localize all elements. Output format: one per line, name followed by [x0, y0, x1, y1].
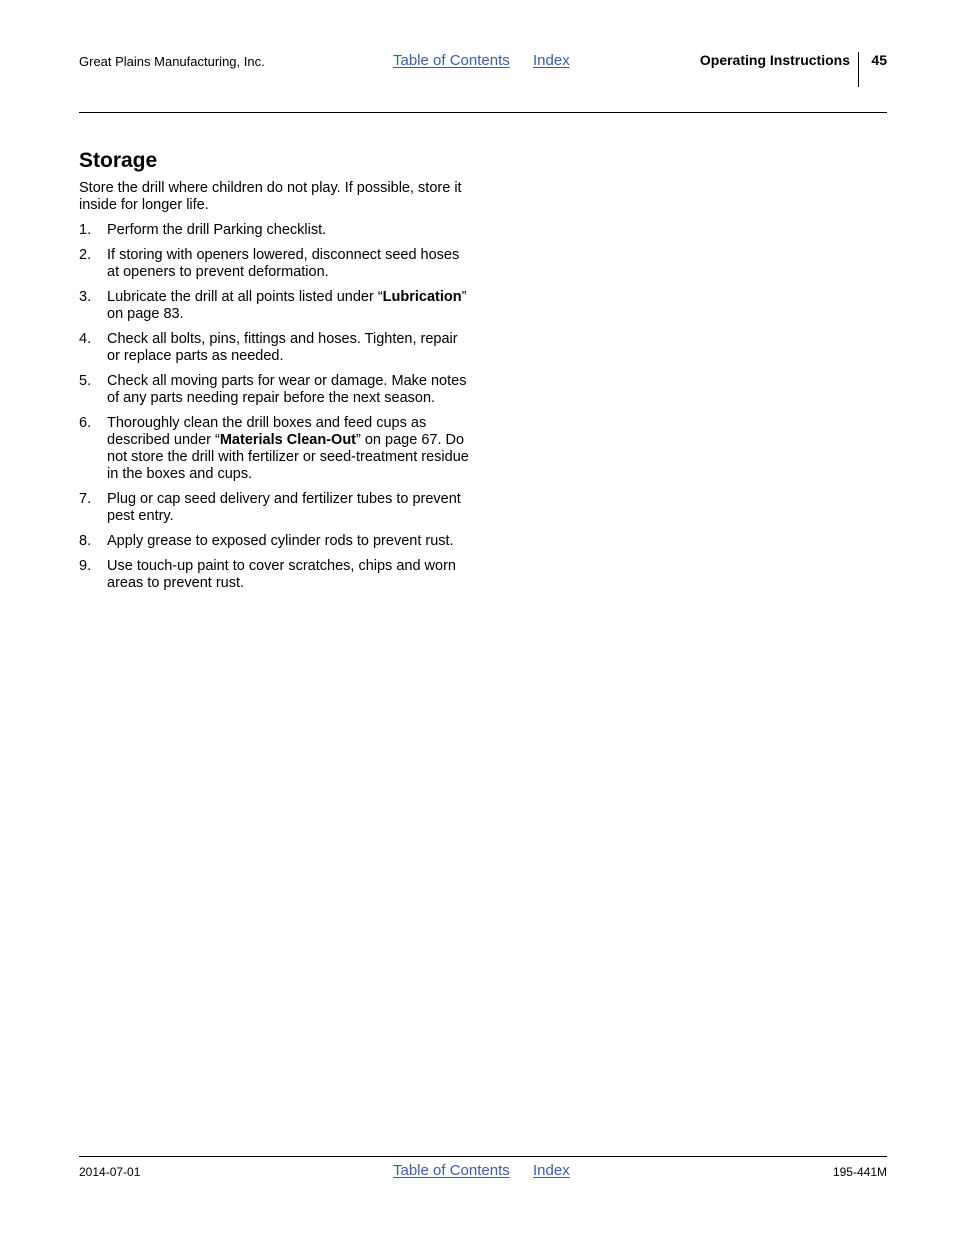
step-text: Check all bolts, pins, fittings and hoses. Tighten, repair or replace parts as needed.	[107, 331, 458, 364]
storage-section	[79, 147, 474, 600]
header-rule	[79, 112, 887, 113]
footer-rule	[79, 1156, 887, 1157]
header-index-link[interactable]: Index	[533, 52, 570, 69]
list-item	[79, 331, 474, 365]
step-number: 4.	[79, 331, 92, 347]
list-item	[79, 558, 474, 592]
list-item	[79, 247, 474, 281]
step-text: Apply grease to exposed cylinder rods to prevent rust.	[107, 533, 454, 549]
step-number: 7.	[79, 491, 92, 507]
step-text: Check all moving parts for wear or damage. Make notes of any parts needing repair before the next season.	[107, 373, 467, 406]
footer-table-of-contents-link[interactable]: Table of Contents	[393, 1162, 510, 1179]
intro-paragraph: Store the drill where children do not play. If possible, store it inside for longer life.	[79, 180, 462, 213]
step-number: 8.	[79, 533, 92, 549]
list-item	[79, 533, 474, 550]
step-number: 2.	[79, 247, 92, 263]
step-text: Perform the drill Parking checklist.	[107, 222, 327, 238]
page-header	[79, 50, 887, 88]
page-footer	[79, 1160, 887, 1184]
list-item	[79, 289, 474, 323]
page-number: 45	[871, 52, 887, 68]
document-number: 195-441M	[832, 1165, 887, 1179]
step-number: 6.	[79, 415, 92, 431]
company-name: Great Plains Manufacturing, Inc.	[79, 54, 265, 69]
step-number: 3.	[79, 289, 92, 305]
list-item	[79, 415, 474, 483]
list-item	[79, 373, 474, 407]
step-text-post: ” on page 83.	[107, 289, 467, 322]
storage-steps-list	[79, 222, 474, 592]
list-item	[79, 222, 474, 239]
step-text-pre: Lubricate the drill at all points listed under “	[107, 289, 383, 305]
publication-date: 2014-07-01	[79, 1165, 141, 1179]
footer-index-link[interactable]: Index	[533, 1162, 570, 1179]
section-name: Operating Instructions	[699, 52, 850, 68]
step-text: Plug or cap seed delivery and fertilizer tubes to prevent pest entry.	[107, 491, 461, 524]
step-text: If storing with openers lowered, disconnect seed hoses at openers to prevent deformation.	[107, 247, 460, 280]
step-number: 1.	[79, 222, 92, 238]
lubrication-reference: Lubrication	[382, 289, 462, 305]
step-text: Use touch-up paint to cover scratches, chips and worn areas to prevent rust.	[107, 558, 456, 591]
list-item	[79, 491, 474, 525]
header-table-of-contents-link[interactable]: Table of Contents	[393, 52, 510, 69]
section-title: Storage	[79, 149, 158, 172]
step-text-pre: Thoroughly clean the drill boxes and feed cups as described under “	[107, 415, 427, 448]
step-text-post: ” on page 67. Do not store the drill with fertilizer or seed-treatment residue in the boxes and cups.	[107, 432, 469, 482]
header-divider	[858, 52, 859, 87]
step-number: 5.	[79, 373, 92, 389]
step-number: 9.	[79, 558, 92, 574]
materials-clean-out-reference: Materials Clean-Out	[219, 432, 357, 448]
